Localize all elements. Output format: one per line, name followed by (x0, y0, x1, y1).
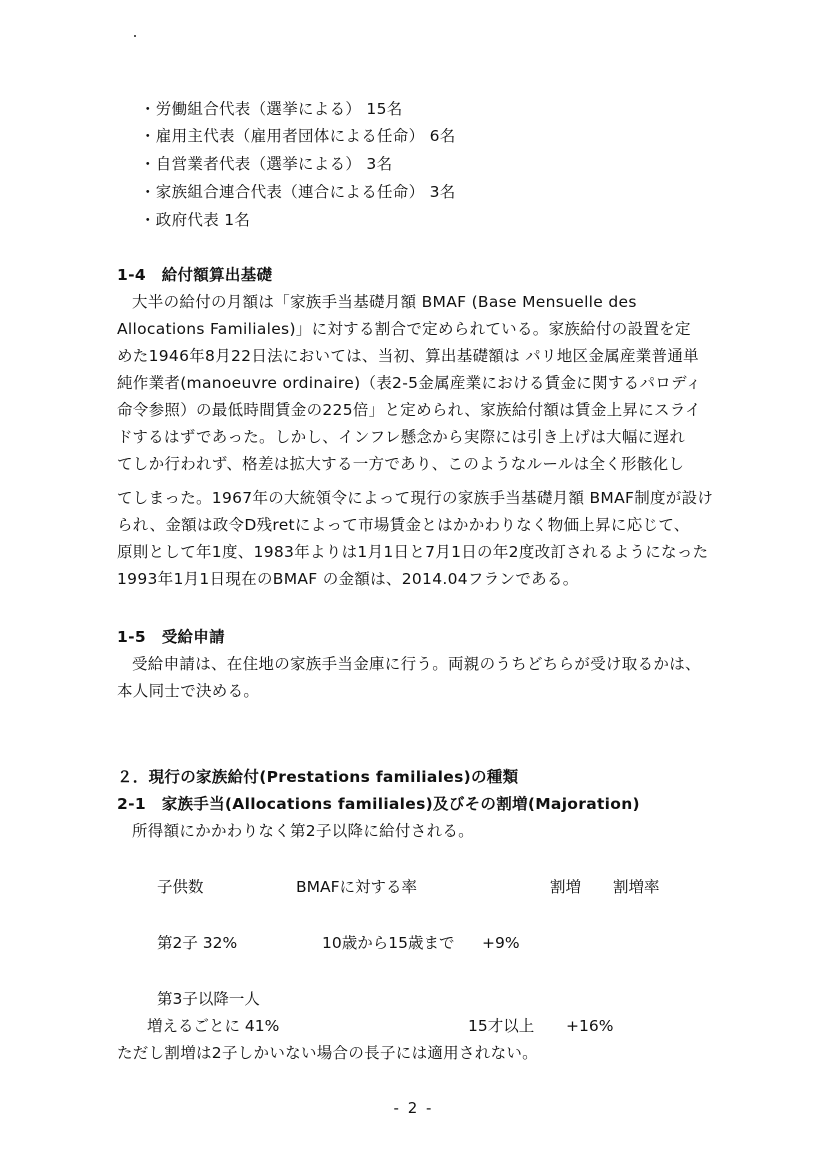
section-1-4-line-8: てしまった。1967年の大統領令によって現行の家族手当基礎月額 BMAF制度が設け (117, 489, 714, 507)
list-item-government-representative: ・政府代表 1名 (140, 211, 251, 229)
list-item-family-union-representatives: ・家族組合連合代表（連合による任命） 3名 (140, 183, 456, 201)
table-row-2-age-range: 15才以上 (468, 1017, 535, 1035)
section-1-4-line-11: 1993年1月1日現在のBMAF の金額は、2014.04フランである。 (117, 570, 579, 588)
table-row-2-rate: +16% (566, 1017, 614, 1035)
list-item-employer-representatives: ・雇用主代表（雇用者団体による任命） 6名 (140, 127, 456, 145)
table-header-bmaf-rate: BMAFに対する率 (296, 878, 418, 896)
section-2-1-heading: 2-1 家族手当(Allocations familiales)及びその割増(Majoration) (117, 795, 640, 813)
table-row-2-children-line-1: 第3子以降一人 (157, 990, 260, 1008)
section-2-1-intro: 所得額にかかわりなく第2子以降に給付される。 (132, 822, 474, 840)
section-1-4-line-6: ドするはずであった。しかし、インフレ懸念から実際には引き上げは大幅に遅れ (117, 428, 686, 446)
section-1-5-line-1: 受給申請は、在住地の家族手当金庫に行う。両親のうちどちらが受け取るかは、 (132, 655, 701, 673)
table-row-1-age-range: 10歳から15歳まで (322, 934, 455, 952)
section-1-4-line-4: 純作業者(manoeuvre ordinaire)（表2-5金属産業における賃金に関するパロディ (117, 374, 702, 392)
section-1-4-line-5: 命令参照）の最低時間賃金の225倍」と定められ、家族給付額は賃金上昇にスライ (117, 401, 701, 419)
table-row-2-children-line-2: 増えるごとに 41% (147, 1017, 280, 1035)
section-1-4-line-7: てしか行われず、格差は拡大する一方であり、このようなルールは全く形骸化し (117, 455, 685, 473)
page-number: - 2 - (393, 1099, 434, 1117)
table-header-children: 子供数 (157, 878, 204, 896)
section-1-5-line-2: 本人同士で決める。 (117, 682, 260, 700)
section-2-heading: ２．現行の家族給付(Prestations familiales)の種類 (117, 768, 519, 786)
table-header-supplement-rate: 割増率 (613, 878, 660, 896)
section-1-4-line-3: めた1946年8月22日法においては、当初、算出基礎額は パリ地区金属産業普通単 (117, 347, 699, 365)
table-row-1-rate: +9% (482, 934, 520, 952)
table-header-supplement: 割増 (550, 878, 582, 896)
section-1-4-line-10: 原則として年1度、1983年よりは1月1日と7月1日の年2度改訂されるようになった (117, 543, 709, 561)
section-1-5-heading: 1-5 受給申請 (117, 628, 225, 646)
section-2-1-note: ただし割増は2子しかいない場合の長子には適用されない。 (117, 1044, 538, 1062)
scan-speck (134, 35, 136, 37)
section-1-4-line-1: 大半の給付の月額は「家族手当基礎月額 BMAF (Base Mensuelle des (132, 293, 637, 311)
table-row-1-children: 第2子 32% (157, 934, 238, 952)
list-item-self-employed-representatives: ・自営業者代表（選挙による） 3名 (140, 155, 393, 173)
section-1-4-line-9: られ、金額は政令D残retによって市場賃金とはかかわりなく物価上昇に応じて、 (117, 516, 690, 534)
section-1-4-heading: 1-4 給付額算出基礎 (117, 266, 273, 284)
section-1-4-line-2: Allocations Familiales)」に対する割合で定められている。家族給付の設置を定 (117, 320, 691, 338)
list-item-labor-representatives: ・労働組合代表（選挙による） 15名 (140, 100, 403, 118)
